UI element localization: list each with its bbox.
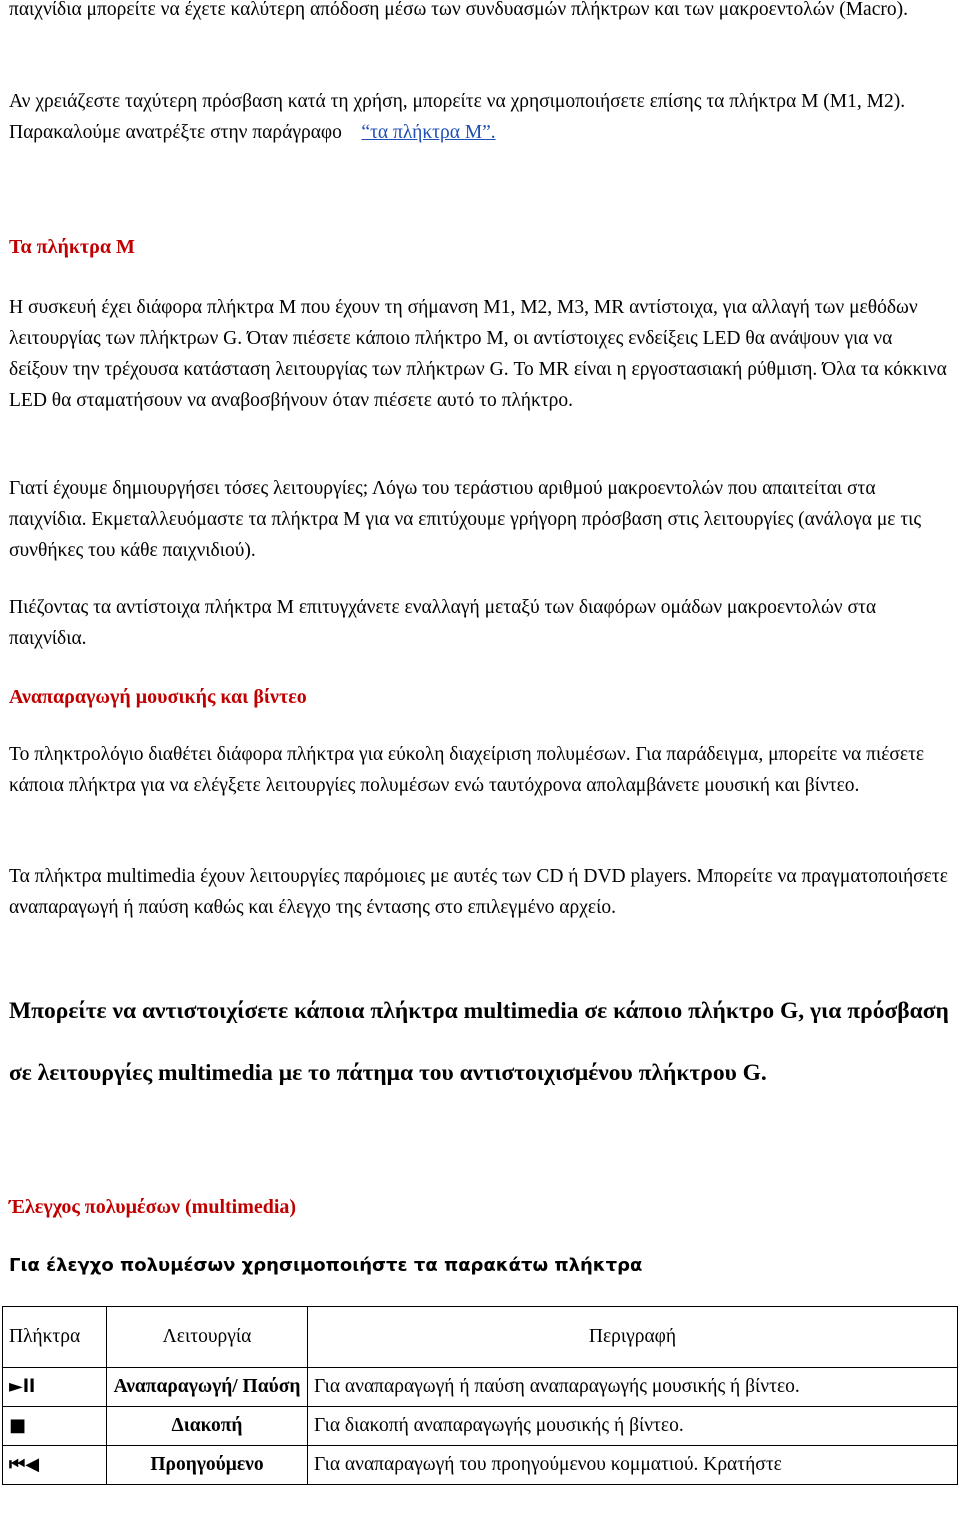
switch-groups-paragraph: Πιέζοντας τα αντίστοιχα πλήκτρα M επιτυγχάνετε εναλλαγή μεταξύ των διαφόρων ομάδων μακροεντολών στα παιχνίδια. bbox=[9, 597, 877, 649]
description-cell: Για αναπαραγωγή ή παύση αναπαραγωγής μουσικής ή βίντεο. bbox=[308, 1368, 958, 1407]
mkeys-access-paragraph bbox=[9, 86, 949, 148]
table-row bbox=[3, 1407, 958, 1446]
heading-playback: Αναπαραγωγή μουσικής και βίντεο bbox=[9, 686, 307, 708]
header-function: Λειτουργία bbox=[107, 1307, 308, 1368]
mkeys-description: Η συσκευή έχει διάφορα πλήκτρα M που έχουν τη σήμανση M1, M2, M3, MR αντίστοιχα, για αλλαγή των μεθόδων λειτουργίας των πλήκτρων G. Όταν πιέσετε κάποιο πλήκτρο M, οι αντίστοιχες ενδείξεις LED θα ανάψουν για να δείξουν την τρέχουσα κατάσταση λειτουργίας των πλήκτρων G. Το MR είναι η εργοστασιακή ρύθμιση. Όλα τα κόκκινα LED θα σταματήσουν να αναβοσβήνουν όταν πιέσετε αυτό το πλήκτρο. bbox=[9, 297, 947, 411]
function-cell: Αναπαραγωγή/ Παύση bbox=[107, 1368, 308, 1407]
why-functions-paragraph: Γιατί έχουμε δημιουργήσει τόσες λειτουργίες; Λόγω του τεράστιου αριθμού μακροεντολών που απαιτείται στα παιχνίδια. Εκμεταλλευόμαστε τα πλήκτρα M για να επιτύχουμε γρήγορη πρόσβαση στις λειτουργίες (ανάλογα με τις συνθήκες του κάθε παιχνιδιού). bbox=[9, 478, 922, 561]
intro-paragraph: παιχνίδια μπορείτε να έχετε καλύτερη απόδοση μέσω των συνδυασμών πλήκτρων και των μακροεντολών (Macro). bbox=[9, 0, 908, 20]
description-cell: Για διακοπή αναπαραγωγής μουσικής ή βίντεο. bbox=[308, 1407, 958, 1446]
mkeys-section-link[interactable]: “τα πλήκτρα M”. bbox=[361, 122, 496, 143]
stop-icon: ■ bbox=[3, 1407, 107, 1446]
table-header-row bbox=[3, 1307, 958, 1368]
header-description: Περιγραφή bbox=[308, 1307, 958, 1368]
table-row bbox=[3, 1368, 958, 1407]
multimedia-cd-paragraph: Τα πλήκτρα multimedia έχουν λειτουργίες παρόμοιες με αυτές των CD ή DVD players. Μπορείτε να πραγματοποιήσετε αναπαραγωγή ή παύση καθώς και έλεγχο της έντασης στο επιλεγμένο αρχείο. bbox=[9, 866, 948, 918]
table-row bbox=[3, 1446, 958, 1485]
description-cell: Για αναπαραγωγή του προηγούμενου κομματιού. Κρατήστε bbox=[308, 1446, 958, 1485]
function-cell: Προηγούμενο bbox=[107, 1446, 308, 1485]
play-pause-icon: ►ll bbox=[3, 1368, 107, 1407]
heading-m-keys: Τα πλήκτρα M bbox=[9, 236, 135, 258]
mkeys-access-text: Αν χρειάζεστε ταχύτερη πρόσβαση κατά τη χρήση, μπορείτε να χρησιμοποιήσετε επίσης τα πλήκτρα M (M1, M2). Παρακαλούμε ανατρέξτε στην παράγραφο bbox=[9, 91, 906, 143]
subheading-multimedia-control: Για έλεγχο πολυμέσων χρησιμοποιήστε τα παρακάτω πλήκτρα bbox=[9, 1255, 643, 1276]
assign-multimedia-paragraph: Μπορείτε να αντιστοιχίσετε κάποια πλήκτρα multimedia σε κάποιο πλήκτρο G, για πρόσβαση σε λειτουργίες multimedia με το πάτημα του αντιστοιχισμένου πλήκτρου G. bbox=[9, 998, 949, 1086]
multimedia-keys-table bbox=[2, 1306, 958, 1485]
multimedia-intro-paragraph: Το πληκτρολόγιο διαθέτει διάφορα πλήκτρα για εύκολη διαχείριση πολυμέσων. Για παράδειγμα, μπορείτε να πιέσετε κάποια πλήκτρα για να ελέγξετε λειτουργίες πολυμέσων ενώ ταυτόχρονα απολαμβάνετε μουσική και βίντεο. bbox=[9, 744, 925, 796]
header-keys: Πλήκτρα bbox=[3, 1307, 107, 1368]
function-cell: Διακοπή bbox=[107, 1407, 308, 1446]
previous-track-icon: ⏮◀ bbox=[3, 1446, 107, 1485]
heading-multimedia-control: Έλεγχος πολυμέσων (multimedia) bbox=[9, 1196, 297, 1218]
